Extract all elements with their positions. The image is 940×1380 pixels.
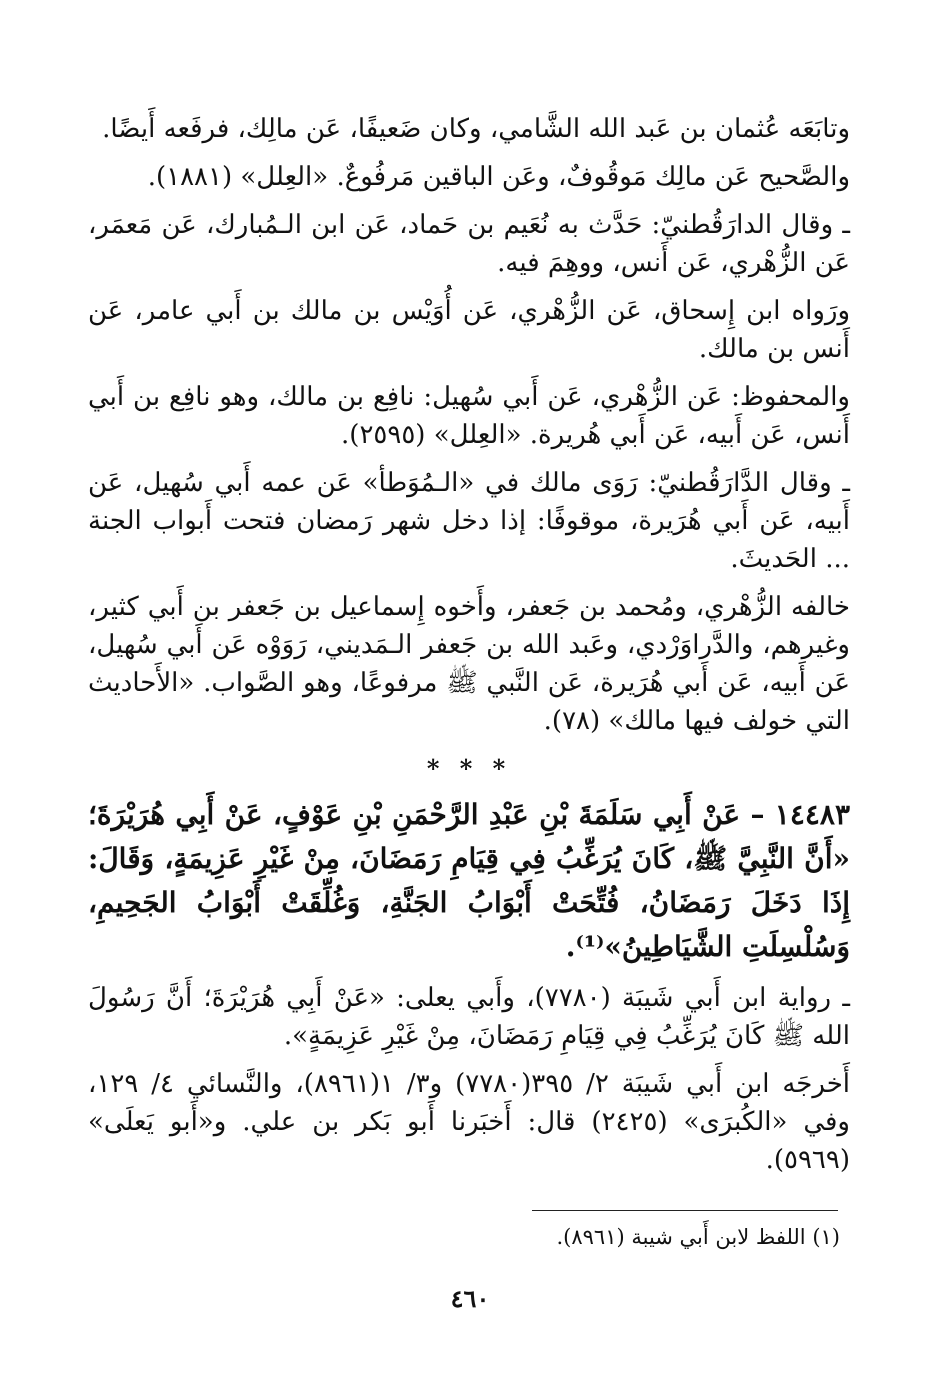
page-body bbox=[88, 110, 850, 1189]
footnote: (١) اللفظ لابن أَبي شيبة (٨٩٦١). bbox=[556, 1225, 840, 1249]
section-separator: * * * bbox=[426, 754, 512, 783]
paragraph-1: وتابَعَه عُثمان بن عَبد الله الشَّامي، وكان ضَعيفًا، عَن مالِك، فرفَعه أَيضًا. bbox=[102, 114, 850, 144]
hadith-block bbox=[88, 793, 850, 969]
paragraph-2: والصَّحيح عَن مالِك مَوقُوفٌ، وعَن الباقين مَرفُوعٌ. «العِلل» (١٨٨١). bbox=[147, 162, 850, 192]
page-number: ٤٦٠ bbox=[450, 1284, 490, 1313]
footnote-divider bbox=[532, 1210, 838, 1211]
riwaya-paragraph: ـ رواية ابن أَبي شَيبَة (٧٧٨٠)، وأَبي يعلى: «عَنْ أَبِي هُرَيْرَةَ؛ أَنَّ رَسُولَ الله ﷺ كَانَ يُرَغِّبُ فِي قِيَامِ رَمَضَانَ، مِنْ غَيْرِ عَزِيمَةٍ». bbox=[88, 983, 850, 1051]
paragraph-7: خالفه الزُّهْري، ومُحمد بن جَعفر، وأَخوه إِسماعيل بن جَعفر بن أَبي كثير، وغيرهم، والدَّراوَرْدي، وعَبد الله بن جَعفر الـمَديني، رَوَوْه عَن أَبي سُهيل، عَن أَبيه، عَن أَبي هُرَيرة، عَن النَّبي ﷺ مرفوعًا، وهو الصَّواب. «الأَحاديث التي خولف فيها مالك» (٧٨). bbox=[88, 592, 850, 736]
hadith-text: عَنْ أَبِي سَلَمَةَ بْنِ عَبْدِ الرَّحْمَنِ بْنِ عَوْفٍ، عَنْ أَبِي هُرَيْرَةَ؛ «أَنَّ النَّبِيَّ ﷺ، كَانَ يُرَغِّبُ فِي قِيَامِ رَمَضَانَ، مِنْ غَيْرِ عَزِيمَةٍ، وَقَالَ: إِذَا دَخَلَ رَمَضَانُ، فُتِّحَتْ أَبْوَابُ الجَنَّةِ، وَغُلِّقَتْ أَبْوَابُ الجَحِيمِ، وَسُلْسِلَتِ الشَّيَاطِينُ»⁽¹⁾. bbox=[88, 798, 850, 963]
paragraph-5: والمحفوظ: عَن الزُّهْري، عَن أَبي سُهيل: نافِع بن مالك، وهو نافِع بن أَبي أَنس، عَن أَبيه، عَن أَبي هُريرة. «العِلل» (٢٥٩٥). bbox=[88, 382, 850, 450]
paragraph-3: ـ وقال الدارَقُطنيّ: حَدَّث به نُعَيم بن حَماد، عَن ابن الـمُبارك، عَن مَعمَر، عَن الزُّهْري، عَن أَنس، ووهِمَ فيه. bbox=[88, 210, 850, 278]
hadith-number: ١٤٤٨٣ – bbox=[750, 798, 850, 831]
paragraph-6: ـ وقال الدَّارَقُطنيّ: رَوَى مالك في «الـمُوَطأ» عَن عمه أَبي سُهيل، عَن أَبيه، عَن أَبي هُرَيرة، موقوفًا: إذا دخل شهر رَمضان فتحت أَبواب الجنة ... الحَديثَ. bbox=[88, 468, 850, 574]
paragraph-4: ورَواه ابن إِسحاق، عَن الزُّهْري، عَن أُوَيْس بن مالك بن أَبي عامر، عَن أَنس بن مالك. bbox=[88, 296, 850, 364]
takhrij-paragraph: أَخرجَه ابن أَبي شَيبَة ٢/ ٣٩٥(٧٧٨٠) و٣/ ١(٨٩٦١)، والنَّسائي ٤/ ١٢٩، وفي «الكُبرَى» (٢٤٢٥) قال: أَخبَرنا أَبو بَكر بن علي. و«أَبو يَعلَى» (٥٩٦٩). bbox=[88, 1069, 851, 1175]
